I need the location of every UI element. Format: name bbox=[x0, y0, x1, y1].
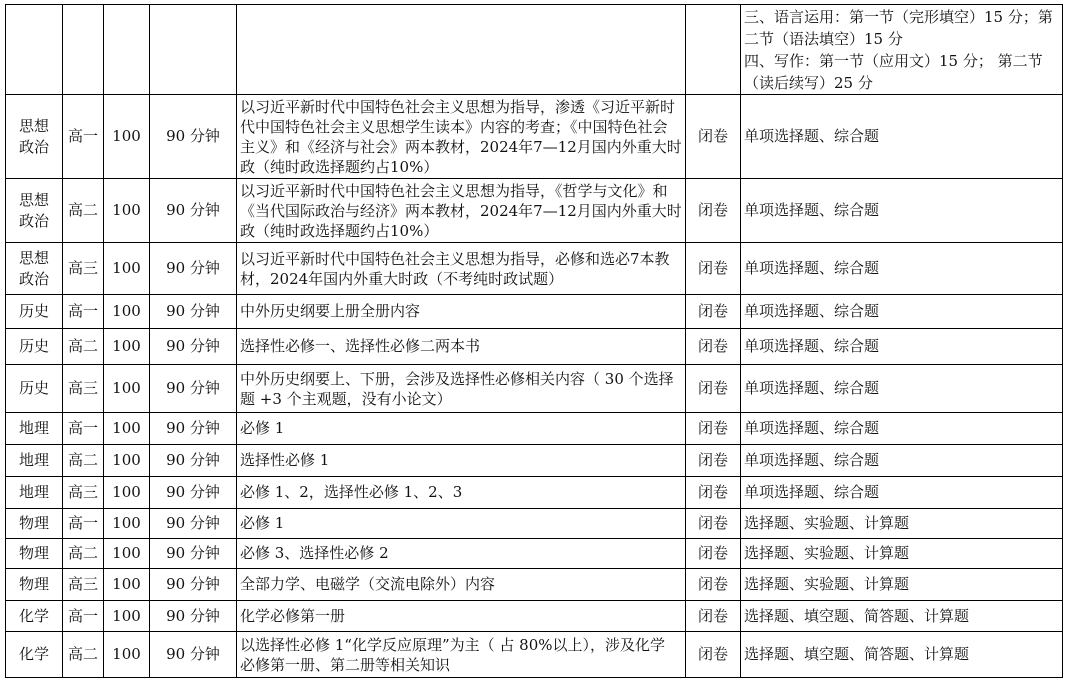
mode-cell: 闭卷 bbox=[686, 179, 741, 243]
mode-cell: 闭卷 bbox=[686, 445, 741, 477]
scope-cell: 全部力学、电磁学（交流电除外）内容 bbox=[237, 569, 686, 601]
question-types-cell: 单项选择题、综合题 bbox=[741, 445, 1063, 477]
duration-cell bbox=[150, 5, 237, 95]
duration-cell: 90 分钟 bbox=[150, 601, 237, 632]
duration-cell: 90 分钟 bbox=[150, 295, 237, 329]
table-row bbox=[6, 477, 1063, 509]
mode-cell: 闭卷 bbox=[686, 413, 741, 445]
score-cell: 100 bbox=[104, 95, 150, 179]
mode-cell: 闭卷 bbox=[686, 95, 741, 179]
grade-cell: 高二 bbox=[63, 179, 104, 243]
score-cell bbox=[104, 5, 150, 95]
table-row bbox=[6, 445, 1063, 477]
subject-cell: 地理 bbox=[6, 413, 63, 445]
score-cell: 100 bbox=[104, 632, 150, 678]
table-row bbox=[6, 295, 1063, 329]
question-types-cell: 选择题、实验题、计算题 bbox=[741, 569, 1063, 601]
subject-cell: 思想政治 bbox=[6, 179, 63, 243]
table-row bbox=[6, 95, 1063, 179]
subject-cell: 地理 bbox=[6, 445, 63, 477]
duration-cell: 90 分钟 bbox=[150, 329, 237, 365]
table-row bbox=[6, 329, 1063, 365]
grade-cell: 高三 bbox=[63, 569, 104, 601]
grade-cell: 高二 bbox=[63, 329, 104, 365]
subject-cell: 历史 bbox=[6, 365, 63, 413]
table-row bbox=[6, 365, 1063, 413]
question-types-cell: 单项选择题、综合题 bbox=[741, 243, 1063, 295]
subject-cell: 物理 bbox=[6, 569, 63, 601]
scope-cell bbox=[237, 5, 686, 95]
scope-cell: 必修 1 bbox=[237, 509, 686, 539]
duration-cell: 90 分钟 bbox=[150, 243, 237, 295]
subject-cell bbox=[6, 5, 63, 95]
score-cell: 100 bbox=[104, 539, 150, 569]
scope-cell: 中外历史纲要上、下册，会涉及选择性必修相关内容（ 30 个选择题 +3 个主观题，没有小论文） bbox=[237, 365, 686, 413]
table-row bbox=[6, 632, 1063, 678]
duration-cell: 90 分钟 bbox=[150, 477, 237, 509]
scope-cell: 以习近平新时代中国特色社会主义思想为指导，《哲学与文化》和《当代国际政治与经济》两本教材，2024年7—12月国内外重大时政（纯时政选择题约占10%） bbox=[237, 179, 686, 243]
table-row bbox=[6, 539, 1063, 569]
scope-cell: 化学必修第一册 bbox=[237, 601, 686, 632]
table-row bbox=[6, 179, 1063, 243]
subject-cell: 地理 bbox=[6, 477, 63, 509]
mode-cell: 闭卷 bbox=[686, 477, 741, 509]
subject-cell: 化学 bbox=[6, 632, 63, 678]
scope-cell: 必修 3、选择性必修 2 bbox=[237, 539, 686, 569]
score-cell: 100 bbox=[104, 601, 150, 632]
scope-cell: 中外历史纲要上册全册内容 bbox=[237, 295, 686, 329]
mode-cell: 闭卷 bbox=[686, 601, 741, 632]
subject-cell: 物理 bbox=[6, 509, 63, 539]
duration-cell: 90 分钟 bbox=[150, 179, 237, 243]
score-cell: 100 bbox=[104, 295, 150, 329]
scope-cell: 必修 1、2，选择性必修 1、2、3 bbox=[237, 477, 686, 509]
score-cell: 100 bbox=[104, 477, 150, 509]
grade-cell: 高三 bbox=[63, 243, 104, 295]
grade-cell: 高一 bbox=[63, 413, 104, 445]
scope-cell: 选择性必修 1 bbox=[237, 445, 686, 477]
scope-cell: 以习近平新时代中国特色社会主义思想为指导，必修和选必7本教材，2024年国内外重大时政（不考纯时政试题） bbox=[237, 243, 686, 295]
question-types-cell: 选择题、填空题、简答题、计算题 bbox=[741, 601, 1063, 632]
grade-cell: 高二 bbox=[63, 445, 104, 477]
mode-cell: 闭卷 bbox=[686, 509, 741, 539]
score-cell: 100 bbox=[104, 243, 150, 295]
question-types-cell: 选择题、填空题、简答题、计算题 bbox=[741, 632, 1063, 678]
grade-cell: 高一 bbox=[63, 95, 104, 179]
grade-cell: 高一 bbox=[63, 601, 104, 632]
grade-cell: 高三 bbox=[63, 477, 104, 509]
mode-cell: 闭卷 bbox=[686, 632, 741, 678]
grade-cell: 高二 bbox=[63, 539, 104, 569]
score-cell: 100 bbox=[104, 569, 150, 601]
mode-cell bbox=[686, 5, 741, 95]
grade-cell: 高二 bbox=[63, 632, 104, 678]
duration-cell: 90 分钟 bbox=[150, 365, 237, 413]
score-cell: 100 bbox=[104, 509, 150, 539]
scope-cell: 以习近平新时代中国特色社会主义思想为指导，渗透《习近平新时代中国特色社会主义思想学生读本》内容的考查；《中国特色社会主义》和《经济与社会》两本教材，2024年7—12月国内外重大时政（纯时政选择题约占10%） bbox=[237, 95, 686, 179]
duration-cell: 90 分钟 bbox=[150, 569, 237, 601]
mode-cell: 闭卷 bbox=[686, 539, 741, 569]
grade-cell: 高三 bbox=[63, 365, 104, 413]
question-types-cell: 选择题、实验题、计算题 bbox=[741, 509, 1063, 539]
question-types-cell: 三、语言运用：第一节（完形填空）15 分；第二节（语法填空）15 分 四、写作：第一节（应用文）15 分； 第二节（读后续写）25 分 bbox=[741, 5, 1063, 95]
duration-cell: 90 分钟 bbox=[150, 632, 237, 678]
question-types-cell: 选择题、实验题、计算题 bbox=[741, 539, 1063, 569]
question-types-cell: 单项选择题、综合题 bbox=[741, 477, 1063, 509]
question-types-cell: 单项选择题、综合题 bbox=[741, 413, 1063, 445]
scope-cell: 以选择性必修 1“化学反应原理”为主（ 占 80%以上），涉及化学 必修第一册、第二册等相关知识 bbox=[237, 632, 686, 678]
duration-cell: 90 分钟 bbox=[150, 413, 237, 445]
exam-schedule-table bbox=[5, 4, 1063, 678]
table-row bbox=[6, 601, 1063, 632]
scope-cell: 必修 1 bbox=[237, 413, 686, 445]
subject-cell: 历史 bbox=[6, 329, 63, 365]
question-types-cell: 单项选择题、综合题 bbox=[741, 295, 1063, 329]
score-cell: 100 bbox=[104, 445, 150, 477]
grade-cell: 高一 bbox=[63, 295, 104, 329]
score-cell: 100 bbox=[104, 413, 150, 445]
table-row bbox=[6, 5, 1063, 95]
scope-cell: 选择性必修一、选择性必修二两本书 bbox=[237, 329, 686, 365]
table-row bbox=[6, 509, 1063, 539]
subject-cell: 物理 bbox=[6, 539, 63, 569]
grade-cell: 高一 bbox=[63, 509, 104, 539]
score-cell: 100 bbox=[104, 179, 150, 243]
mode-cell: 闭卷 bbox=[686, 243, 741, 295]
mode-cell: 闭卷 bbox=[686, 295, 741, 329]
subject-cell: 化学 bbox=[6, 601, 63, 632]
grade-cell bbox=[63, 5, 104, 95]
table-row bbox=[6, 243, 1063, 295]
table-row bbox=[6, 413, 1063, 445]
mode-cell: 闭卷 bbox=[686, 329, 741, 365]
question-types-cell: 单项选择题、综合题 bbox=[741, 329, 1063, 365]
duration-cell: 90 分钟 bbox=[150, 95, 237, 179]
duration-cell: 90 分钟 bbox=[150, 445, 237, 477]
score-cell: 100 bbox=[104, 329, 150, 365]
duration-cell: 90 分钟 bbox=[150, 509, 237, 539]
subject-cell: 思想政治 bbox=[6, 243, 63, 295]
table-row bbox=[6, 569, 1063, 601]
subject-cell: 思想政治 bbox=[6, 95, 63, 179]
subject-cell: 历史 bbox=[6, 295, 63, 329]
question-types-cell: 单项选择题、综合题 bbox=[741, 365, 1063, 413]
score-cell: 100 bbox=[104, 365, 150, 413]
mode-cell: 闭卷 bbox=[686, 365, 741, 413]
mode-cell: 闭卷 bbox=[686, 569, 741, 601]
duration-cell: 90 分钟 bbox=[150, 539, 237, 569]
question-types-cell: 单项选择题、综合题 bbox=[741, 95, 1063, 179]
question-types-cell: 单项选择题、综合题 bbox=[741, 179, 1063, 243]
